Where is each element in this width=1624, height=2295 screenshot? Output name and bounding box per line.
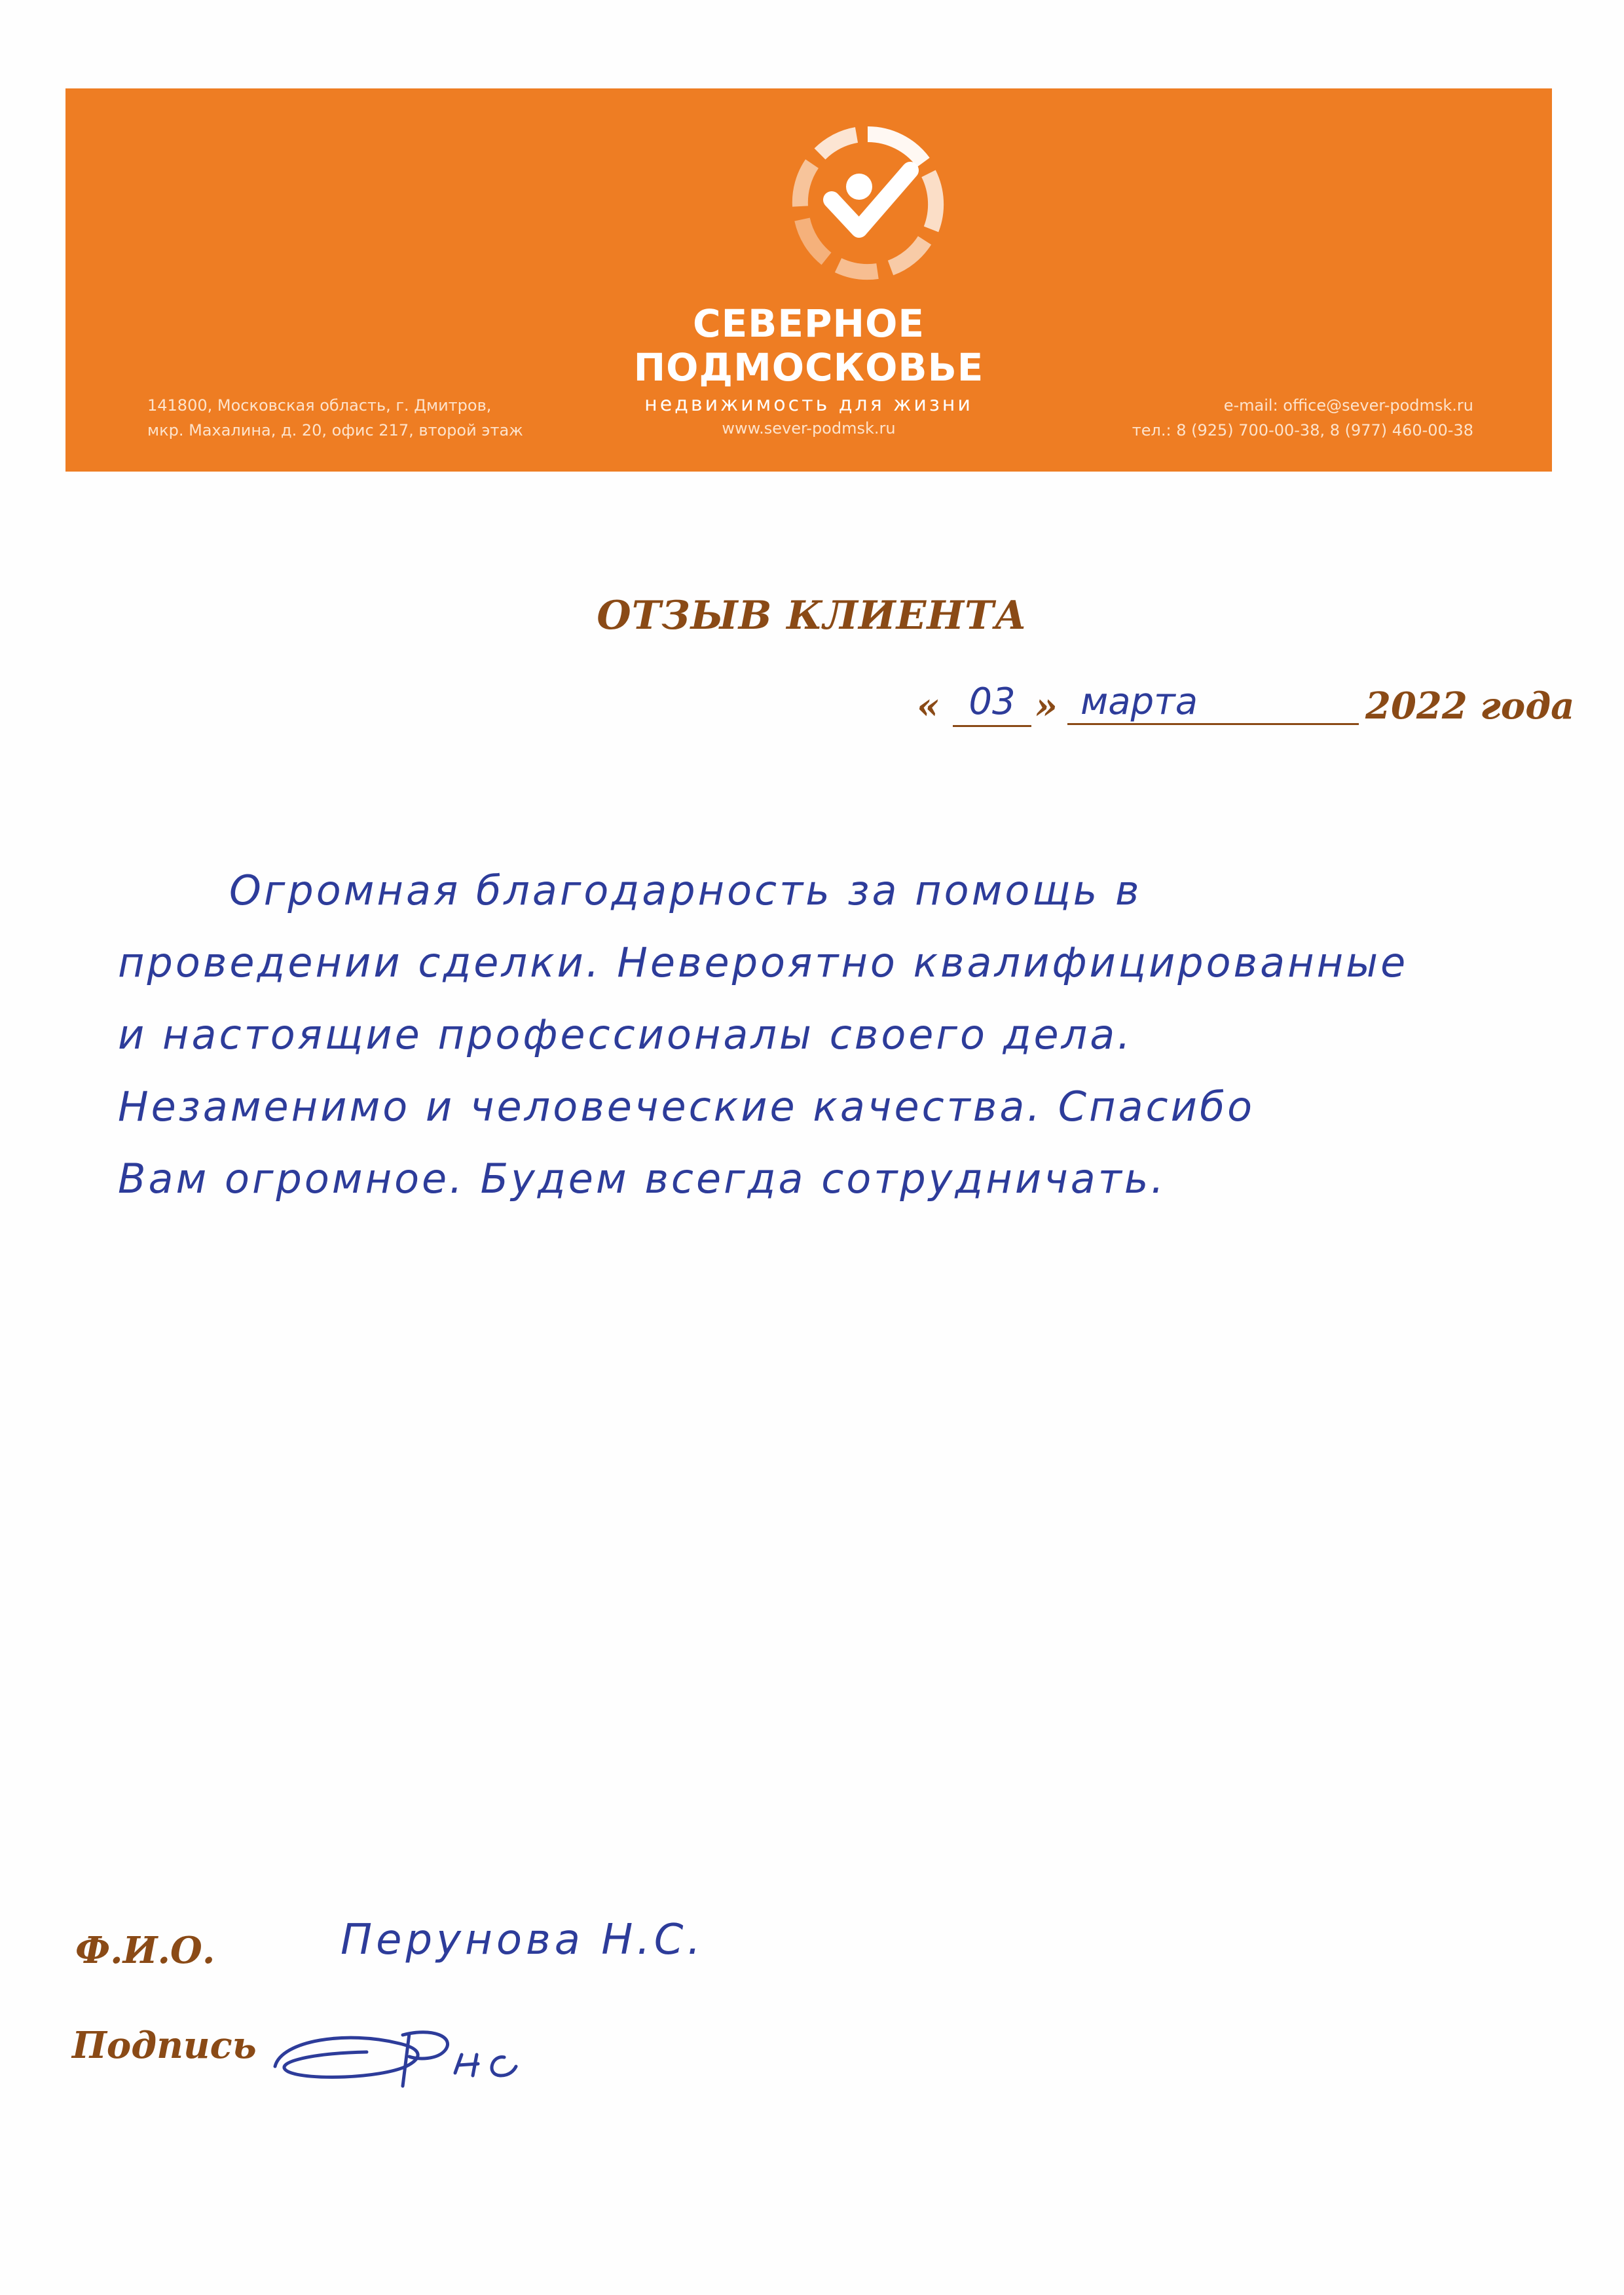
review-line: Огромная благодарность за помощь в: [229, 867, 1142, 914]
handwritten-signature: [268, 1994, 557, 2112]
document-title: ОТЗЫВ КЛИЕНТА: [597, 593, 1027, 639]
date-day: 03: [953, 681, 1031, 727]
letterhead-banner: [65, 88, 1552, 472]
brand-name-line1: СЕВЕРНОЕ: [693, 301, 925, 346]
date-open-quote: «: [917, 684, 940, 728]
signature-label: Подпись: [72, 2024, 257, 2067]
review-line: и настоящие профессионалы своего дела.: [118, 1011, 1133, 1058]
document-date: [917, 681, 1575, 737]
company-email: e-mail: office@sever-podmsk.ru: [1223, 396, 1473, 415]
brand-tagline: недвижимость для жизни: [644, 393, 973, 416]
company-contacts: [1132, 393, 1473, 443]
company-address: [147, 393, 523, 443]
handwritten-review: [118, 855, 1467, 1215]
date-year: 2022 года: [1365, 684, 1575, 728]
brand-name-line2: ПОДМОСКОВЬЕ: [633, 345, 984, 390]
fio-value: Перунова Н.С.: [341, 1916, 705, 1964]
review-line: Вам огромное. Будем всегда сотрудничать.: [118, 1155, 1167, 1203]
address-line-2: мкр. Махалина, д. 20, офис 217, второй этаж: [147, 421, 523, 439]
review-line: Незаменимо и человеческие качества. Спасибо: [118, 1083, 1255, 1130]
company-phones: тел.: 8 (925) 700-00-38, 8 (977) 460-00-38: [1132, 421, 1473, 439]
check-ring-logo-icon: [786, 121, 950, 285]
address-line-1: 141800, Московская область, г. Дмитров,: [147, 396, 492, 415]
date-close-quote: »: [1035, 684, 1058, 728]
date-month: марта: [1067, 681, 1359, 725]
company-website: www.sever-podmsk.ru: [722, 419, 896, 438]
fio-label: Ф.И.О.: [75, 1929, 215, 1972]
review-line: проведении сделки. Невероятно квалифицированные: [118, 939, 1409, 986]
